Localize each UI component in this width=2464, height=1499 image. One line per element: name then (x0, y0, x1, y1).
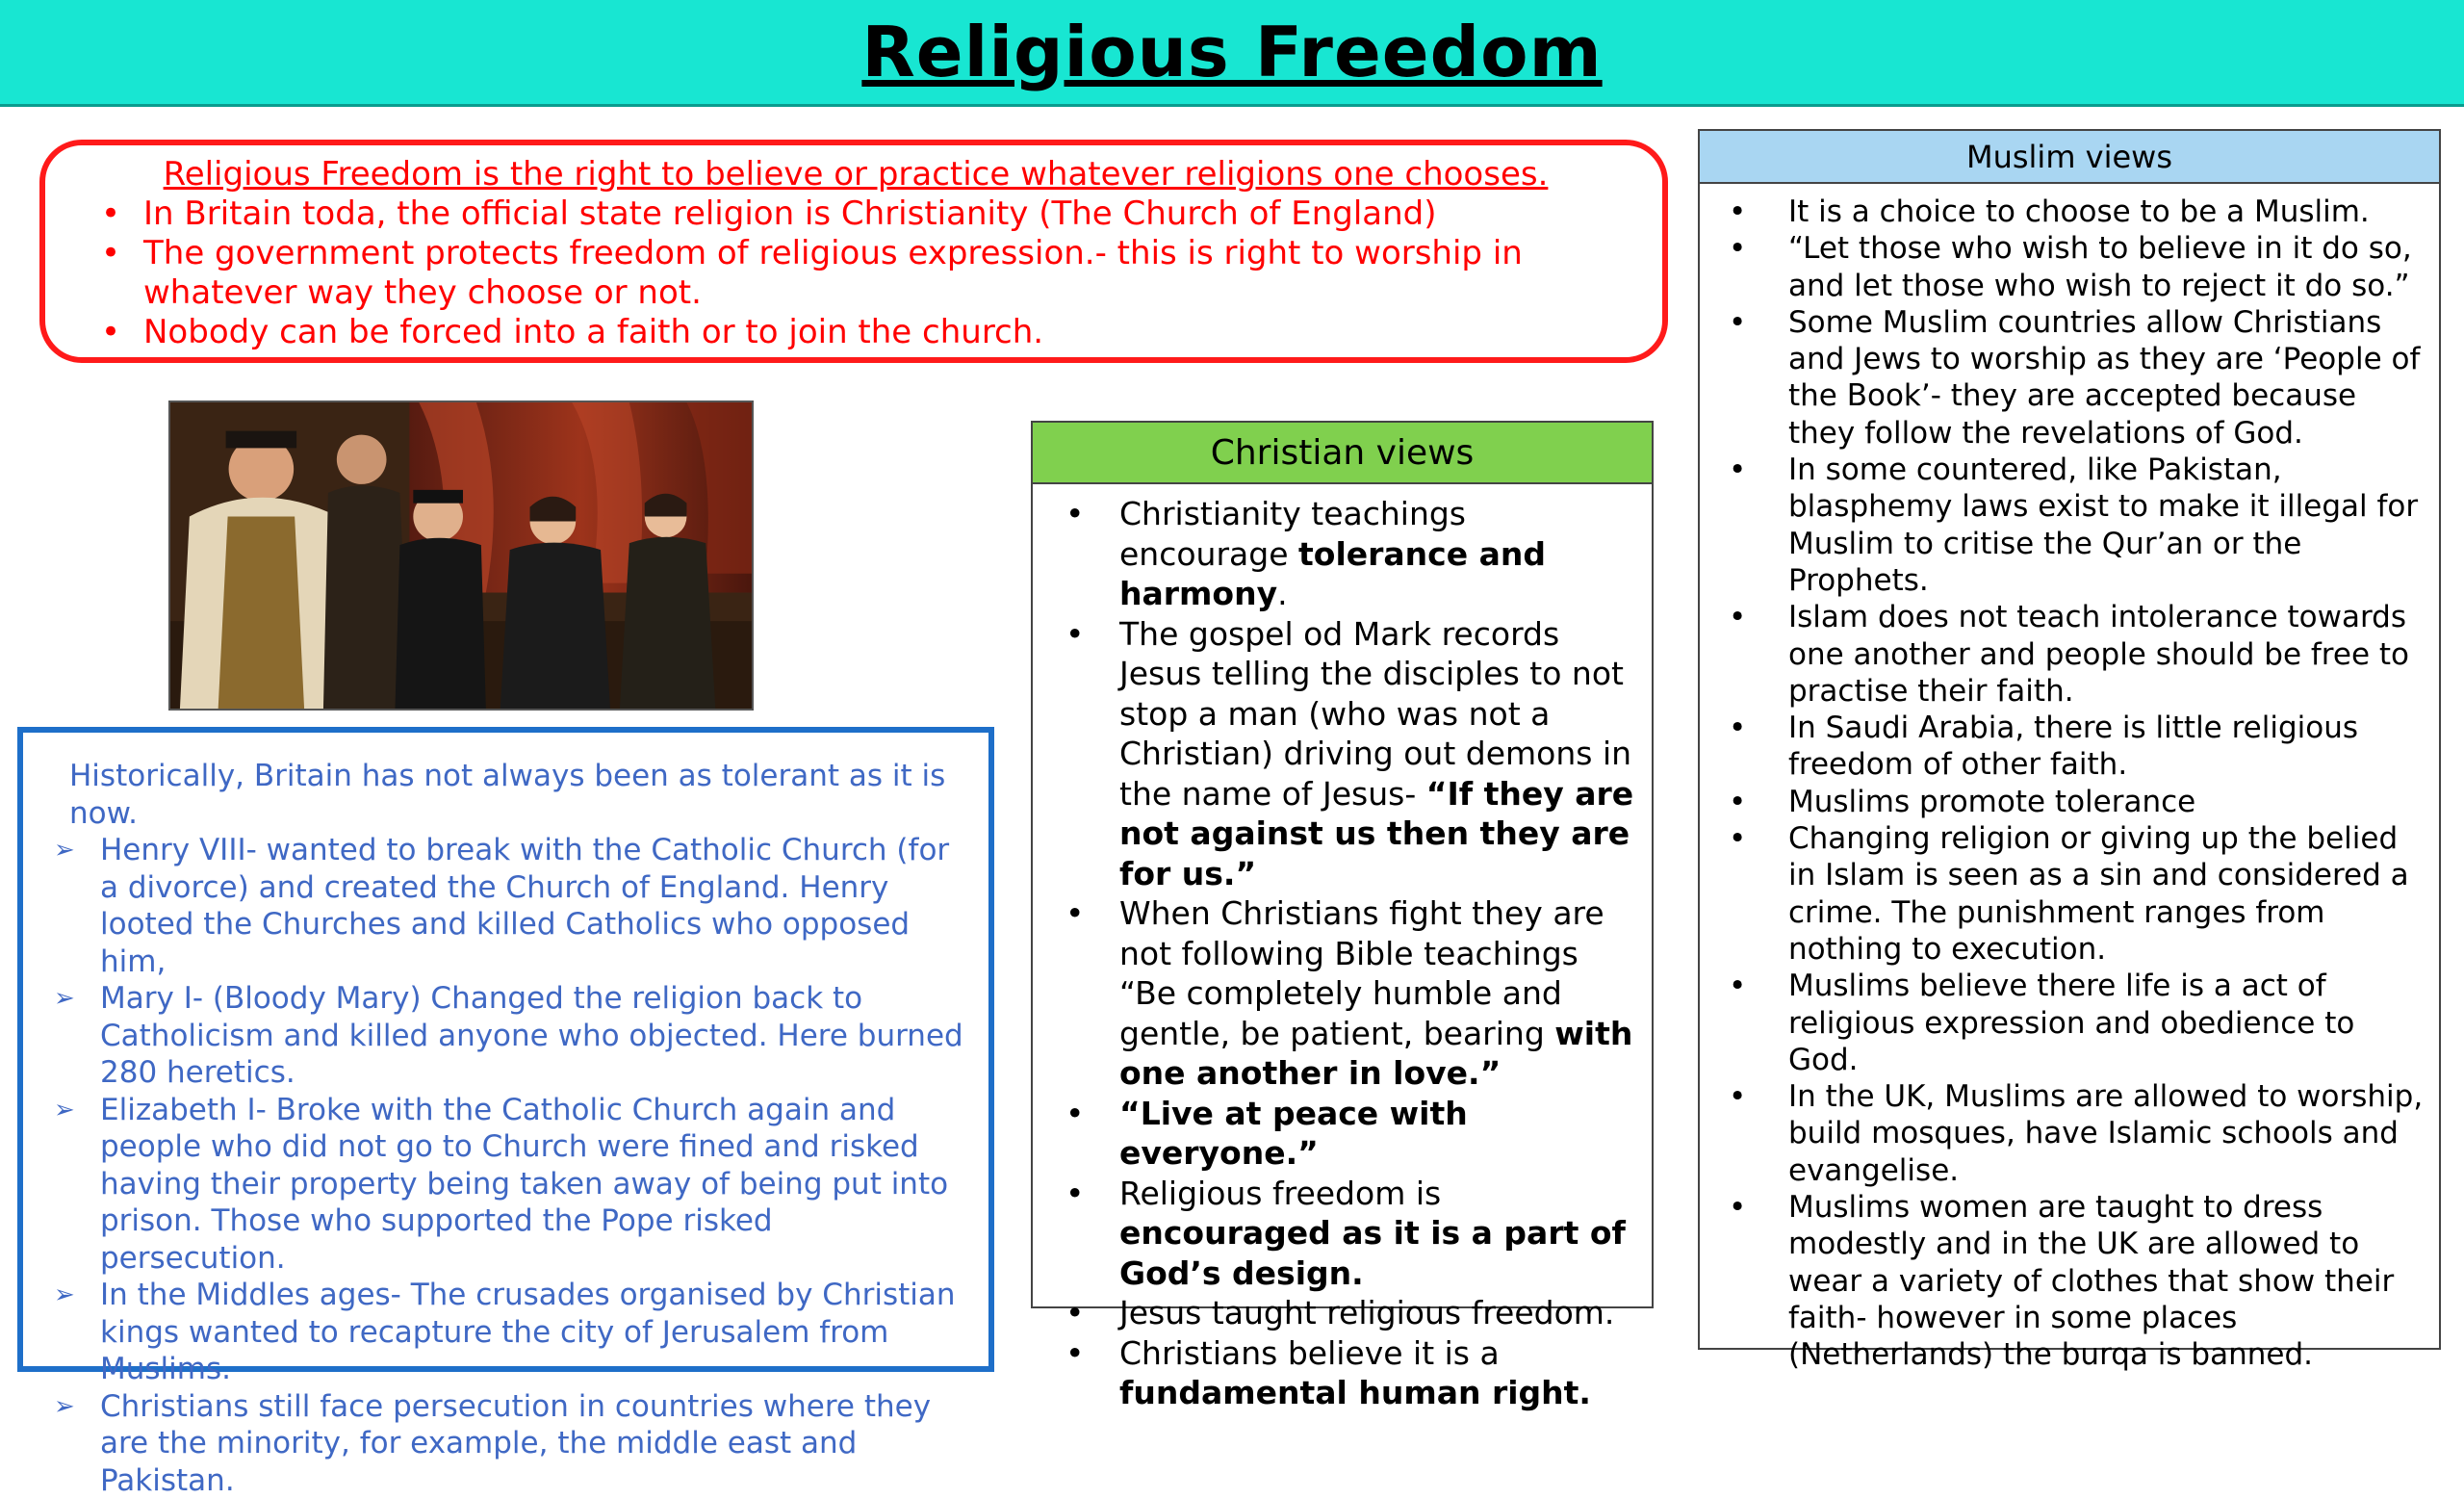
text: When Christians fight they are not following Bible teachings “Be completely humble and gentle, be patient, bearing (1119, 894, 1604, 1052)
history-point: ➢ Elizabeth I- Broke with the Catholic Church again and people who did not go to Church were fined and risked having their property being taken away of being put into prison. Those who supported the Pope risked persecution. (50, 1092, 967, 1278)
definition-box (39, 140, 1668, 363)
muslim-point: • Some Muslim countries allow Christians and Jews to worship as they are ‘People of the Book’- they are accepted because they follow the revelations of God. (1711, 304, 2429, 452)
muslim-point: • Changing religion or giving up the belied in Islam is seen as a sin and considered a crime. The punishment ranges from nothing to execution. (1711, 820, 2429, 968)
bold-text: “If they are not against us then they are for us.” (1119, 775, 1633, 892)
bold-text: “Live at peace with everyone.” (1119, 1095, 1468, 1173)
christian-views-list (1033, 484, 1652, 1413)
definition-point: • The government protects freedom of religious expression.- this is right to worship in whatever way they choose or not. (84, 234, 1628, 313)
definition-point: • In Britain toda, the official state religion is Christianity (The Church of England) (84, 194, 1628, 234)
definition-point: • Nobody can be forced into a faith or to join the church. (84, 313, 1628, 352)
bold-text: with one another in love.” (1119, 1015, 1632, 1093)
muslim-point: • In Saudi Arabia, there is little religious freedom of other faith. (1711, 710, 2429, 784)
text: Jesus taught religious freedom. (1119, 1294, 1614, 1331)
definition-list (84, 194, 1628, 352)
text: Religious freedom is (1119, 1175, 1441, 1212)
muslim-point: • “Let those who wish to believe in it do so, and let those who wish to reject it do so.” (1711, 230, 2429, 304)
christian-point (1046, 614, 1638, 894)
christian-point (1046, 1293, 1638, 1333)
christian-views-heading: Christian views (1033, 423, 1652, 484)
muslim-views-list (1700, 184, 2439, 1374)
painting-image (170, 402, 752, 709)
muslim-point: • Islam does not teach intolerance towards one another and people should be free to practise their faith. (1711, 599, 2429, 710)
history-intro: Historically, Britain has not always been as tolerant as it is now. (69, 758, 967, 832)
history-point: ➢ Christians still face persecution in countries where they are the minority, for example, the middle east and Pakistan. (50, 1388, 967, 1499)
history-point: ➢ In the Middles ages- The crusades organised by Christian kings wanted to recapture the city of Jerusalem from Muslims. (50, 1277, 967, 1388)
tudor-family-painting (168, 401, 754, 711)
christian-views-panel (1031, 421, 1654, 1308)
muslim-point: • In some countered, like Pakistan, blasphemy laws exist to make it illegal for Muslim to critise the Qur’an or the Prophets. (1711, 452, 2429, 599)
christian-point (1046, 893, 1638, 1094)
christian-point (1046, 494, 1638, 614)
bold-text: tolerance and harmony (1119, 535, 1546, 613)
christian-point (1046, 1094, 1638, 1174)
christian-point (1046, 1174, 1638, 1294)
history-point: ➢ Henry VIII- wanted to break with the Catholic Church (for a divorce) and created the Church of England. Henry looted the Churches and killed Catholics who opposed him, (50, 832, 967, 980)
text: Christianity teachings encourage (1119, 495, 1466, 573)
history-point: ➢ Mary I- (Bloody Mary) Changed the religion back to Catholicism and killed anyone who objected. Here burned 280 heretics. (50, 980, 967, 1092)
muslim-point: • Muslims women are taught to dress modestly and in the UK are allowed to wear a variety of clothes that show their faith- however in some places (Netherlands) the burqa is banned. (1711, 1189, 2429, 1373)
text: . (1277, 575, 1288, 612)
bold-text: encouraged as it is a part of God’s design. (1119, 1214, 1626, 1292)
title-banner (0, 0, 2464, 107)
christian-point (1046, 1333, 1638, 1413)
muslim-point: • In the UK, Muslims are allowed to worship, build mosques, have Islamic schools and evangelise. (1711, 1078, 2429, 1189)
text: The gospel od Mark records Jesus telling the disciples to not stop a man (who was not a Christian) driving out demons in the name of Jesus- (1119, 615, 1631, 813)
muslim-views-heading: Muslim views (1700, 131, 2439, 184)
muslim-point: • Muslims promote tolerance (1711, 784, 2429, 820)
bold-text: fundamental human right. (1119, 1374, 1591, 1411)
muslim-views-panel (1698, 129, 2441, 1350)
text: Christians believe it is a (1119, 1334, 1500, 1372)
definition-heading: Religious Freedom is the right to believe or practice whatever religions one chooses. (84, 155, 1628, 194)
history-box (17, 727, 994, 1372)
page-title: Religious Freedom (861, 12, 1602, 92)
history-list (50, 832, 967, 1499)
muslim-point: • Muslims believe there life is a act of religious expression and obedience to God. (1711, 968, 2429, 1078)
muslim-point: • It is a choice to choose to be a Muslim. (1711, 194, 2429, 230)
